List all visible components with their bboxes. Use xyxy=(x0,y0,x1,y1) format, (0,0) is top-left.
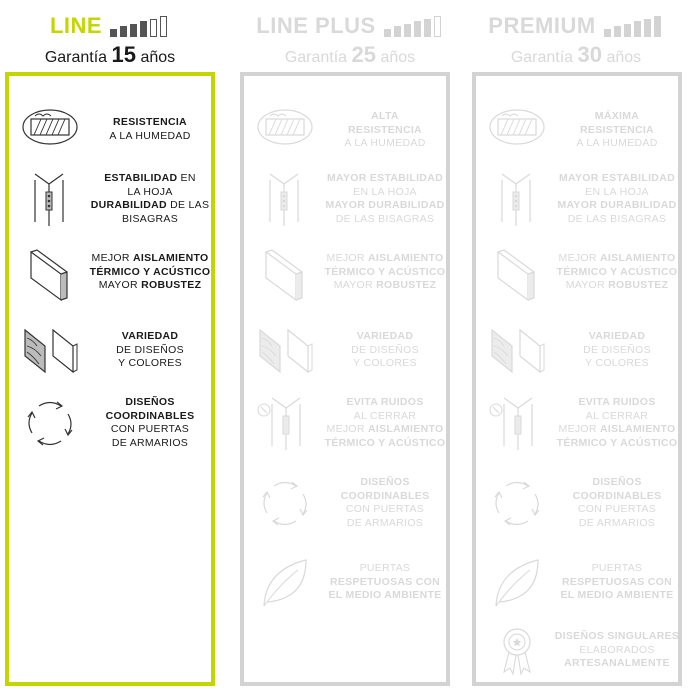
feature-line xyxy=(552,503,682,517)
feature-text-bold: AISLAMIENTO xyxy=(368,423,444,435)
feature-text-bold: TÉRMICO Y ACÚSTICO xyxy=(556,436,678,449)
feature-text-regular: MEJOR xyxy=(558,252,600,264)
feature-text-bold: ROBUSTEZ xyxy=(141,279,202,291)
feature-text-bold: TÉRMICO Y ACÚSTICO xyxy=(324,265,446,278)
feature-text-bold: RESPETUOSAS CON xyxy=(561,575,673,588)
feature-item xyxy=(9,170,219,230)
feature-text xyxy=(320,476,450,530)
feature-line xyxy=(552,357,682,371)
feature-item xyxy=(244,102,454,162)
feature-text-bold: RESISTENCIA xyxy=(348,123,422,136)
feature-text xyxy=(320,330,450,371)
feature-text-bold: DISEÑOS SINGULARES xyxy=(554,630,680,642)
feature-text-regular: PUERTAS xyxy=(591,562,643,574)
feature-text xyxy=(85,330,215,371)
quiet-hinge-icon xyxy=(488,394,546,452)
feature-text-bold: TÉRMICO Y ACÚSTICO xyxy=(324,436,446,449)
feature-text-regular: AL CERRAR xyxy=(585,409,649,422)
signal-bar xyxy=(424,19,431,37)
feature-line xyxy=(320,357,450,371)
feature-line xyxy=(320,124,450,138)
feature-line xyxy=(320,437,450,451)
feature-text-bold: ARTESANALMENTE xyxy=(564,657,670,669)
feature-line xyxy=(85,344,215,358)
feature-text-bold: MAYOR DURABILIDAD xyxy=(325,199,445,211)
tier-name: LINE PLUS xyxy=(256,13,376,38)
feature-line xyxy=(320,266,450,280)
feature-text-bold: AISLAMIENTO xyxy=(600,423,676,435)
quiet-hinge-icon xyxy=(256,394,314,452)
feature-text-regular: CON PUERTAS xyxy=(577,503,657,515)
feature-item xyxy=(244,244,454,304)
feature-text-bold: COORDINABLES xyxy=(105,409,195,422)
feature-text-bold: DISEÑOS xyxy=(125,396,175,408)
feature-line xyxy=(85,199,215,213)
feature-text-bold: EL MEDIO AMBIENTE xyxy=(328,589,442,601)
feature-text-regular: DE ARMARIOS xyxy=(346,516,424,529)
feature-line xyxy=(552,630,682,644)
feature-text xyxy=(85,116,215,143)
signal-bar xyxy=(120,26,127,37)
feature-line xyxy=(552,576,682,590)
column-header-line-plus xyxy=(240,8,460,69)
feature-text-regular: LA HOJA xyxy=(127,185,173,198)
feature-line xyxy=(85,279,215,293)
warranty-prefix: Garantía xyxy=(510,49,574,66)
feature-text-regular: AL CERRAR xyxy=(353,409,417,422)
feature-text-regular: EN LA HOJA xyxy=(585,185,649,198)
feature-item xyxy=(9,394,219,454)
feature-line xyxy=(320,517,450,531)
feature-text-regular: Y COLORES xyxy=(353,357,417,369)
feature-line xyxy=(552,213,682,227)
feature-text xyxy=(552,476,682,530)
warranty-years: 30 xyxy=(577,42,603,67)
feature-line xyxy=(552,657,682,671)
feature-line xyxy=(552,423,682,437)
award-rosette-icon xyxy=(488,622,546,680)
feature-text xyxy=(85,396,215,450)
feature-text-bold: ALTA xyxy=(371,110,399,122)
feature-text-bold: ESTABILIDAD xyxy=(104,172,178,184)
feature-item xyxy=(476,474,686,534)
cycle-arrows-icon xyxy=(256,474,314,532)
signal-bars-icon xyxy=(110,15,170,37)
feature-line xyxy=(552,644,682,658)
feature-text-regular: DE DISEÑOS xyxy=(351,343,419,356)
feature-text-bold: COORDINABLES xyxy=(340,489,430,502)
signal-bar xyxy=(614,26,621,37)
signal-bar xyxy=(414,21,421,37)
feature-line xyxy=(85,410,215,424)
feature-line xyxy=(320,344,450,358)
feature-item xyxy=(476,170,686,230)
feature-text xyxy=(320,110,450,151)
feature-text-regular: MEJOR xyxy=(91,252,133,264)
tier-name: PREMIUM xyxy=(488,13,596,38)
feature-line xyxy=(85,266,215,280)
feature-line xyxy=(320,490,450,504)
feature-text-bold: VARIEDAD xyxy=(121,330,179,342)
feature-text-bold: EVITA RUIDOS xyxy=(578,396,656,408)
feature-text-regular: CON PUERTAS xyxy=(110,423,190,435)
door-samples-icon xyxy=(256,322,314,380)
feature-text-regular: DE DISEÑOS xyxy=(583,343,651,356)
feature-text xyxy=(320,396,450,450)
feature-line xyxy=(552,476,682,490)
feature-line xyxy=(85,213,215,227)
feature-text-bold: ROBUSTEZ xyxy=(608,279,669,291)
feature-text xyxy=(85,172,215,226)
cycle-arrows-icon xyxy=(21,394,79,452)
feature-text xyxy=(85,252,215,293)
signal-bar xyxy=(110,29,117,37)
feature-line xyxy=(320,279,450,293)
feature-line xyxy=(552,252,682,266)
feature-text-regular: DE ARMARIOS xyxy=(578,516,656,529)
feature-line xyxy=(552,562,682,576)
feature-text xyxy=(320,252,450,293)
cycle-arrows-icon xyxy=(488,474,546,532)
feature-text-bold: VARIEDAD xyxy=(588,330,646,342)
feature-line xyxy=(85,252,215,266)
feature-text-regular: MAYOR xyxy=(565,279,609,291)
feature-text-regular: DE ARMARIOS xyxy=(111,436,189,449)
feature-line xyxy=(320,137,450,151)
feature-text-regular: PUERTAS xyxy=(359,562,411,574)
feature-item xyxy=(476,554,686,614)
leaf-icon xyxy=(488,554,546,612)
door-panel-icon xyxy=(21,244,79,302)
feature-text-regular: MEJOR xyxy=(326,423,368,435)
feature-line xyxy=(552,589,682,603)
signal-bar xyxy=(634,21,641,37)
feature-text-bold: MAYOR DURABILIDAD xyxy=(557,199,677,211)
feature-line xyxy=(552,199,682,213)
feature-text-regular: A LA HUMEDAD xyxy=(109,129,191,142)
feature-line xyxy=(552,266,682,280)
feature-line xyxy=(552,279,682,293)
feature-text-bold: DISEÑOS xyxy=(360,476,410,488)
feature-text-regular: MAYOR xyxy=(333,279,377,291)
feature-text-bold: RESISTENCIA xyxy=(580,123,654,136)
hinge-icon xyxy=(488,170,546,228)
warranty-years: 15 xyxy=(111,42,137,67)
signal-bar xyxy=(644,19,651,37)
feature-line xyxy=(320,199,450,213)
moisture-board-icon xyxy=(21,102,79,160)
feature-text-bold: MÁXIMA xyxy=(594,110,640,122)
signal-bar xyxy=(394,26,401,37)
moisture-board-icon xyxy=(256,102,314,160)
feature-text-bold: VARIEDAD xyxy=(356,330,414,342)
feature-item xyxy=(244,554,454,614)
feature-text-bold: AISLAMIENTO xyxy=(133,252,209,264)
feature-item xyxy=(244,474,454,534)
feature-line xyxy=(552,396,682,410)
feature-text-regular: DE LAS xyxy=(166,199,210,211)
feature-item xyxy=(244,394,454,454)
feature-line xyxy=(320,576,450,590)
feature-item xyxy=(476,394,686,454)
feature-item xyxy=(244,322,454,382)
feature-text-regular: ELABORADOS xyxy=(579,643,655,656)
feature-text xyxy=(552,630,682,671)
feature-line xyxy=(320,423,450,437)
feature-line xyxy=(85,437,215,451)
feature-line xyxy=(552,137,682,151)
feature-panel-line-plus xyxy=(240,72,450,686)
door-samples-icon xyxy=(21,322,79,380)
feature-text-regular: A LA HUMEDAD xyxy=(344,137,426,149)
warranty-prefix: Garantía xyxy=(284,49,348,66)
signal-bars-icon xyxy=(604,15,664,37)
feature-text-bold: AISLAMIENTO xyxy=(600,252,676,264)
feature-item xyxy=(476,102,686,162)
feature-item xyxy=(244,170,454,230)
leaf-icon xyxy=(256,554,314,612)
feature-line xyxy=(320,503,450,517)
feature-text-bold: RESISTENCIA xyxy=(113,116,187,128)
feature-text xyxy=(320,562,450,603)
signal-bars-icon xyxy=(384,15,444,37)
feature-text-bold: TÉRMICO Y ACÚSTICO xyxy=(556,265,678,278)
feature-text-regular: MEJOR xyxy=(558,423,600,435)
signal-bar xyxy=(624,24,631,37)
feature-text-regular: EN LA HOJA xyxy=(353,185,417,198)
feature-item xyxy=(476,622,686,682)
door-panel-icon xyxy=(256,244,314,302)
feature-line xyxy=(320,110,450,124)
feature-text-regular: DE LAS BISAGRAS xyxy=(335,212,435,225)
feature-item xyxy=(476,244,686,304)
feature-line xyxy=(320,213,450,227)
signal-bar xyxy=(654,16,661,37)
feature-line xyxy=(552,517,682,531)
feature-text xyxy=(552,110,682,151)
feature-line xyxy=(552,490,682,504)
feature-line xyxy=(320,330,450,344)
door-samples-icon xyxy=(488,322,546,380)
warranty-years: 25 xyxy=(351,42,377,67)
feature-line xyxy=(85,357,215,371)
warranty-label xyxy=(466,44,686,69)
feature-text-regular: MEJOR xyxy=(326,252,368,264)
feature-text-bold: DURABILIDAD xyxy=(90,199,167,211)
signal-bar xyxy=(150,19,157,37)
feature-line xyxy=(320,476,450,490)
signal-bar xyxy=(140,21,147,37)
feature-line xyxy=(320,172,450,186)
feature-text-bold: EL MEDIO AMBIENTE xyxy=(560,589,674,601)
feature-line xyxy=(85,116,215,130)
feature-line xyxy=(552,110,682,124)
feature-text xyxy=(320,172,450,226)
feature-text-regular: BISAGRAS xyxy=(121,212,179,225)
feature-line xyxy=(552,330,682,344)
feature-text xyxy=(552,396,682,450)
feature-line xyxy=(552,186,682,200)
feature-text xyxy=(552,330,682,371)
feature-line xyxy=(552,437,682,451)
door-panel-icon xyxy=(488,244,546,302)
feature-panel-line xyxy=(5,72,215,686)
warranty-prefix: Garantía xyxy=(44,49,108,66)
warranty-suffix: años xyxy=(606,49,642,66)
feature-text-bold: RESPETUOSAS CON xyxy=(329,575,441,588)
feature-line xyxy=(552,410,682,424)
feature-item xyxy=(476,322,686,382)
feature-text-bold: ROBUSTEZ xyxy=(376,279,437,291)
feature-text xyxy=(552,252,682,293)
tier-name: LINE xyxy=(49,13,103,38)
feature-text-regular: A LA HUMEDAD xyxy=(576,137,658,149)
feature-line xyxy=(320,562,450,576)
feature-text-bold: DISEÑOS xyxy=(592,476,642,488)
feature-text-regular: DE DISEÑOS xyxy=(116,343,184,356)
feature-text xyxy=(552,172,682,226)
warranty-suffix: años xyxy=(380,49,416,66)
warranty-suffix: años xyxy=(140,49,176,66)
column-header-premium xyxy=(466,8,686,69)
feature-text-bold: AISLAMIENTO xyxy=(368,252,444,264)
feature-text-bold: MAYOR ESTABILIDAD xyxy=(559,172,675,184)
feature-line xyxy=(85,172,215,186)
feature-item xyxy=(9,322,219,382)
feature-line xyxy=(552,344,682,358)
feature-text-regular: Y COLORES xyxy=(118,357,182,369)
moisture-board-icon xyxy=(488,102,546,160)
hinge-icon xyxy=(256,170,314,228)
signal-bar xyxy=(434,16,441,37)
signal-bar xyxy=(384,29,391,37)
feature-panel-premium xyxy=(472,72,682,686)
feature-line xyxy=(320,589,450,603)
feature-line xyxy=(85,186,215,200)
feature-text-regular: Y COLORES xyxy=(585,357,649,369)
warranty-label xyxy=(0,44,220,69)
feature-line xyxy=(552,124,682,138)
warranty-label xyxy=(240,44,460,69)
feature-line xyxy=(85,330,215,344)
feature-item xyxy=(9,102,219,162)
feature-text-regular: EN xyxy=(177,172,196,184)
feature-line xyxy=(320,410,450,424)
signal-bar xyxy=(604,29,611,37)
feature-text-regular: MAYOR xyxy=(98,279,142,291)
feature-text xyxy=(552,562,682,603)
feature-line xyxy=(320,252,450,266)
feature-text-regular: CON PUERTAS xyxy=(345,503,425,515)
signal-bar xyxy=(404,24,411,37)
feature-text-regular: DE LAS BISAGRAS xyxy=(567,212,667,225)
feature-text-bold: COORDINABLES xyxy=(572,489,662,502)
feature-line xyxy=(85,130,215,144)
signal-bar xyxy=(160,16,167,37)
feature-item xyxy=(9,244,219,304)
feature-text-bold: MAYOR ESTABILIDAD xyxy=(327,172,443,184)
feature-line xyxy=(320,186,450,200)
feature-line xyxy=(85,396,215,410)
feature-line xyxy=(85,423,215,437)
feature-line xyxy=(552,172,682,186)
feature-line xyxy=(320,396,450,410)
column-header-line xyxy=(0,8,220,69)
feature-text-bold: EVITA RUIDOS xyxy=(346,396,424,408)
hinge-icon xyxy=(21,170,79,228)
signal-bar xyxy=(130,24,137,37)
feature-text-bold: TÉRMICO Y ACÚSTICO xyxy=(89,265,211,278)
